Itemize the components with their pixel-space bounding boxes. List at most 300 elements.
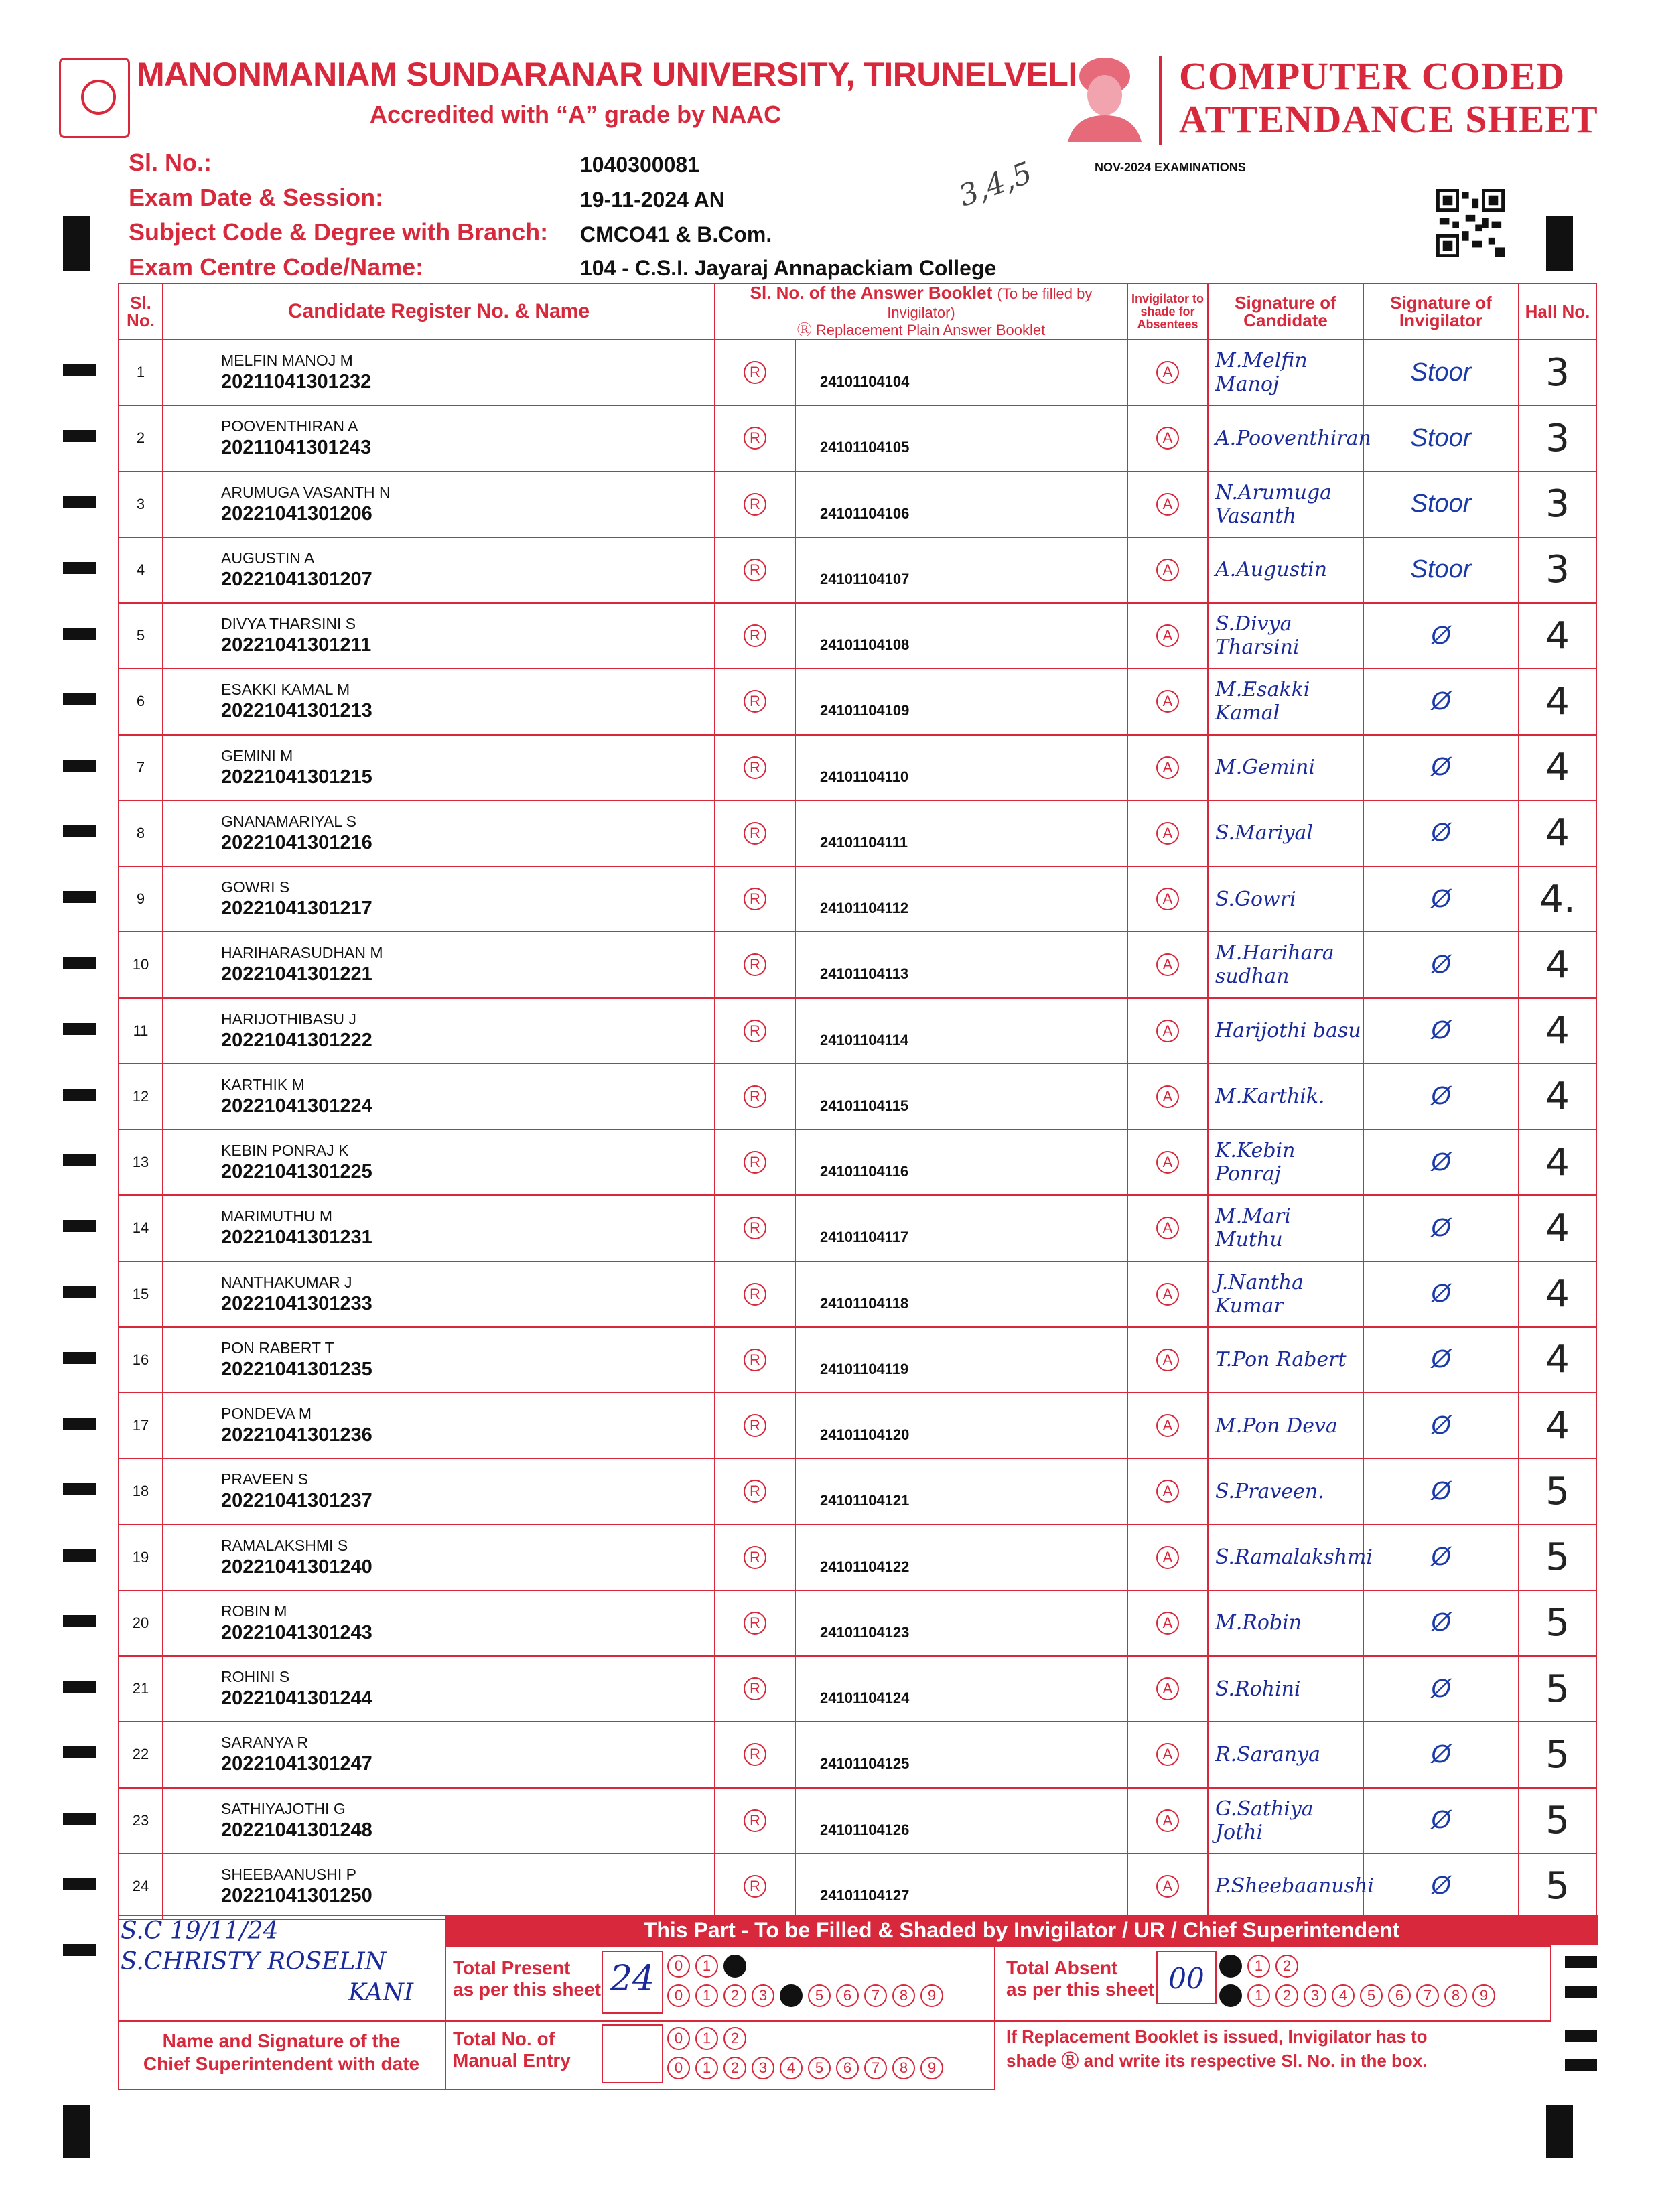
candidate-signature: S.Mariyal xyxy=(1208,801,1363,866)
row-replacement xyxy=(715,1195,795,1261)
booklet-number: 24101104109 xyxy=(795,669,1127,734)
manual-entry-value[interactable] xyxy=(602,2024,663,2083)
candidate-reg-no: 20211041301243 xyxy=(221,437,372,459)
absent-units-digit-2[interactable]: 2 xyxy=(1275,1984,1298,2007)
invigilator-signature: Ø xyxy=(1363,1458,1519,1524)
replacement-note xyxy=(1006,2024,1428,2073)
absent-bubble[interactable]: A xyxy=(1156,1283,1179,1306)
table-row xyxy=(119,932,1596,997)
sl-no-label: Sl. No.: xyxy=(129,149,212,176)
row-sl: 1 xyxy=(119,340,163,405)
present-units-digit-5[interactable]: 5 xyxy=(808,1984,831,2007)
candidate-signature: J.Nantha Kumar xyxy=(1208,1261,1363,1327)
timing-mark xyxy=(63,825,96,837)
candidate-signature: S.Divya Tharsini xyxy=(1208,603,1363,669)
row-sl: 16 xyxy=(119,1327,163,1393)
present-tens-bubbles[interactable] xyxy=(667,1955,746,1978)
absent-bubble[interactable]: A xyxy=(1156,1151,1179,1174)
row-absent xyxy=(1127,1195,1208,1261)
absent-units-digit-7[interactable]: 7 xyxy=(1416,1984,1439,2007)
booklet-number: 24101104121 xyxy=(795,1458,1127,1524)
absent-bubble[interactable]: A xyxy=(1156,1414,1179,1437)
absent-bubble[interactable]: A xyxy=(1156,1875,1179,1898)
manual-label-1: Total No. of xyxy=(453,2028,555,2049)
manual-units-digit-1[interactable]: 1 xyxy=(695,2057,718,2079)
candidate-signature: K.Kebin Ponraj xyxy=(1208,1129,1363,1195)
candidate-name: ESAKKI KAMAL M xyxy=(221,681,350,699)
manual-tens-bubbles[interactable] xyxy=(667,2027,746,2050)
replacement-bubble[interactable]: R xyxy=(744,822,766,845)
hall-number: 5 xyxy=(1519,1590,1596,1656)
manual-tens-digit-0[interactable]: 0 xyxy=(667,2027,690,2050)
total-present-label-1: Total Present xyxy=(453,1957,571,1978)
replacement-bubble[interactable]: R xyxy=(744,1743,766,1766)
candidate-signature: N.Arumuga Vasanth xyxy=(1208,472,1363,537)
note-line1: If Replacement Booklet is issued, Invigilator has to xyxy=(1006,2026,1428,2047)
row-sl: 7 xyxy=(119,735,163,801)
total-absent-label-2: as per this sheet xyxy=(1006,1979,1154,2000)
candidate-name: SATHIYAJOTHI G xyxy=(221,1799,346,1817)
timing-mark xyxy=(63,1878,96,1890)
row-sl: 2 xyxy=(119,405,163,471)
row-sl: 18 xyxy=(119,1458,163,1524)
absent-bubble[interactable]: A xyxy=(1156,888,1179,910)
row-absent xyxy=(1127,405,1208,471)
invigilator-signature: Ø xyxy=(1363,1525,1519,1590)
present-units-digit-1[interactable]: 1 xyxy=(695,1984,718,2007)
candidate-reg-no: 20221041301247 xyxy=(221,1753,372,1775)
replacement-bubble[interactable]: R xyxy=(744,1677,766,1700)
replacement-bubble[interactable]: R xyxy=(744,361,766,384)
exam-date-label: Exam Date & Session: xyxy=(129,184,384,211)
row-candidate xyxy=(163,472,715,537)
absent-units-digit-3[interactable]: 3 xyxy=(1304,1984,1326,2007)
row-absent xyxy=(1127,998,1208,1064)
candidate-reg-no: 20221041301216 xyxy=(221,831,372,853)
timing-mark xyxy=(63,1944,96,1956)
attendance-table xyxy=(118,283,1597,1920)
candidate-reg-no: 20221041301215 xyxy=(221,766,372,788)
centre-value: 104 - C.S.I. Jayaraj Annapackiam College xyxy=(580,256,997,280)
row-candidate xyxy=(163,405,715,471)
present-units-bubbles[interactable] xyxy=(667,1984,943,2007)
absent-units-digit-8[interactable]: 8 xyxy=(1444,1984,1467,2007)
replacement-bubble[interactable]: R xyxy=(744,1217,766,1239)
total-present-label-2: as per this sheet xyxy=(453,1979,601,2000)
replacement-bubble[interactable]: R xyxy=(744,427,766,450)
candidate-name: SARANYA R xyxy=(221,1734,308,1752)
present-units-digit-8[interactable]: 8 xyxy=(892,1984,915,2007)
absent-bubble[interactable]: A xyxy=(1156,1546,1179,1569)
absent-bubble[interactable]: A xyxy=(1156,756,1179,779)
university-logo xyxy=(59,58,130,138)
absent-bubble[interactable]: A xyxy=(1156,361,1179,384)
invigilator-signature: Stoor xyxy=(1363,340,1519,405)
row-replacement xyxy=(715,537,795,603)
table-row xyxy=(119,472,1596,537)
timing-mark xyxy=(63,1549,96,1562)
row-replacement xyxy=(715,1788,795,1854)
present-tens-digit-1[interactable]: 1 xyxy=(695,1955,718,1978)
candidate-name: AUGUSTIN A xyxy=(221,549,315,567)
replacement-bubble[interactable]: R xyxy=(744,888,766,910)
manual-units-digit-4[interactable]: 4 xyxy=(780,2057,803,2079)
timing-mark xyxy=(63,1089,96,1101)
absent-bubble[interactable]: A xyxy=(1156,559,1179,581)
replacement-bubble[interactable]: R xyxy=(744,690,766,713)
absent-bubble[interactable]: A xyxy=(1156,1743,1179,1766)
hall-number: 4 xyxy=(1519,1327,1596,1393)
present-units-digit-2[interactable]: 2 xyxy=(723,1984,746,2007)
col-sl: Sl. No. xyxy=(119,283,163,340)
hall-number: 4. xyxy=(1519,866,1596,932)
present-units-digit-6[interactable]: 6 xyxy=(836,1984,859,2007)
total-absent-value[interactable]: 00 xyxy=(1156,1951,1217,2004)
replacement-bubble[interactable]: R xyxy=(744,1809,766,1832)
candidate-name: NANTHAKUMAR J xyxy=(221,1273,352,1291)
candidate-name: KARTHIK M xyxy=(221,1075,305,1093)
candidate-signature: M.Karthik. xyxy=(1208,1064,1363,1129)
replacement-bubble[interactable]: R xyxy=(744,1875,766,1898)
row-sl: 6 xyxy=(119,669,163,734)
row-absent xyxy=(1127,932,1208,997)
manual-entry-label xyxy=(453,2028,571,2071)
candidate-signature: T.Pon Rabert xyxy=(1208,1327,1363,1393)
booklet-number: 24101104125 xyxy=(795,1722,1127,1787)
row-sl: 5 xyxy=(119,603,163,669)
candidate-name: HARIHARASUDHAN M xyxy=(221,944,383,962)
row-candidate xyxy=(163,932,715,997)
absent-units-digit-5[interactable]: 5 xyxy=(1360,1984,1383,2007)
row-absent xyxy=(1127,340,1208,405)
table-row xyxy=(119,735,1596,801)
booklet-number: 24101104108 xyxy=(795,603,1127,669)
absent-bubble[interactable]: A xyxy=(1156,1480,1179,1503)
absent-bubble[interactable]: A xyxy=(1156,953,1179,976)
row-absent xyxy=(1127,1788,1208,1854)
table-row xyxy=(119,1722,1596,1787)
manual-units-digit-7[interactable]: 7 xyxy=(864,2057,887,2079)
chief-sign-line1: S.C 19/11/24 xyxy=(121,1917,279,1945)
candidate-signature: A.Pooventhiran xyxy=(1208,405,1363,471)
absent-bubble[interactable]: A xyxy=(1156,624,1179,647)
row-candidate xyxy=(163,1064,715,1129)
manual-units-digit-9[interactable]: 9 xyxy=(920,2057,943,2079)
present-tens-digit-2[interactable]: 2 xyxy=(723,1955,746,1978)
manual-units-digit-2[interactable]: 2 xyxy=(723,2057,746,2079)
row-replacement xyxy=(715,1327,795,1393)
total-absent-label xyxy=(1006,1957,1154,2000)
total-absent-label-1: Total Absent xyxy=(1006,1957,1118,1978)
manual-units-digit-0[interactable]: 0 xyxy=(667,2057,690,2079)
hall-number: 4 xyxy=(1519,1064,1596,1129)
replacement-bubble[interactable]: R xyxy=(744,1349,766,1371)
row-candidate xyxy=(163,340,715,405)
row-replacement xyxy=(715,1129,795,1195)
row-replacement xyxy=(715,998,795,1064)
chief-label xyxy=(121,2030,442,2075)
row-replacement xyxy=(715,1525,795,1590)
table-row xyxy=(119,1656,1596,1722)
absent-tens-bubbles[interactable] xyxy=(1219,1955,1298,1978)
hall-number: 5 xyxy=(1519,1722,1596,1787)
absent-units-digit-4[interactable]: 4 xyxy=(1332,1984,1355,2007)
table-row xyxy=(119,537,1596,603)
row-candidate xyxy=(163,1656,715,1722)
table-row xyxy=(119,998,1596,1064)
hall-number: 4 xyxy=(1519,1393,1596,1458)
timing-mark xyxy=(63,1813,96,1825)
row-candidate xyxy=(163,866,715,932)
candidate-reg-no: 20211041301232 xyxy=(221,371,372,393)
total-present-value[interactable]: 24 xyxy=(602,1951,663,2014)
booklet-number: 24101104122 xyxy=(795,1525,1127,1590)
absent-units-digit-6[interactable]: 6 xyxy=(1388,1984,1411,2007)
candidate-name: MARIMUTHU M xyxy=(221,1207,333,1225)
corner-mark-bottom-right xyxy=(1546,2105,1573,2158)
row-absent xyxy=(1127,1129,1208,1195)
present-tens-digit-0[interactable]: 0 xyxy=(667,1955,690,1978)
footer-banner: This Part - To be Filled & Shaded by Invigilator / UR / Chief Superintendent xyxy=(445,1915,1598,1945)
present-units-digit-0[interactable]: 0 xyxy=(667,1984,690,2007)
booklet-number: 24101104119 xyxy=(795,1327,1127,1393)
hall-number: 4 xyxy=(1519,932,1596,997)
timing-mark xyxy=(63,1746,96,1758)
replacement-bubble[interactable]: R xyxy=(744,493,766,516)
row-absent xyxy=(1127,537,1208,603)
absent-bubble[interactable]: A xyxy=(1156,822,1179,845)
invigilator-signature: Stoor xyxy=(1363,537,1519,603)
row-sl: 15 xyxy=(119,1261,163,1327)
candidate-reg-no: 20221041301243 xyxy=(221,1621,372,1643)
timing-mark xyxy=(63,628,96,640)
booklet-number: 24101104127 xyxy=(795,1854,1127,1919)
table-row xyxy=(119,405,1596,471)
row-replacement xyxy=(715,866,795,932)
booklet-number: 24101104113 xyxy=(795,932,1127,997)
row-sl: 3 xyxy=(119,472,163,537)
row-candidate xyxy=(163,1327,715,1393)
replacement-bubble[interactable]: R xyxy=(744,559,766,581)
booklet-number: 24101104105 xyxy=(795,405,1127,471)
table-row xyxy=(119,1195,1596,1261)
row-sl: 24 xyxy=(119,1854,163,1919)
absent-units-bubbles[interactable] xyxy=(1219,1984,1495,2007)
present-units-digit-7[interactable]: 7 xyxy=(864,1984,887,2007)
timing-mark xyxy=(63,496,96,508)
replacement-bubble[interactable]: R xyxy=(744,1283,766,1306)
replacement-bubble[interactable]: R xyxy=(744,1612,766,1635)
candidate-name: PRAVEEN S xyxy=(221,1470,308,1489)
invigilator-signature: Ø xyxy=(1363,932,1519,997)
row-candidate xyxy=(163,998,715,1064)
absent-units-digit-1[interactable]: 1 xyxy=(1247,1984,1270,2007)
candidate-reg-no: 20221041301250 xyxy=(221,1884,372,1907)
timing-mark xyxy=(63,1615,96,1627)
row-replacement xyxy=(715,1393,795,1458)
candidate-reg-no: 20221041301236 xyxy=(221,1424,372,1446)
row-candidate xyxy=(163,1195,715,1261)
candidate-signature: S.Praveen. xyxy=(1208,1458,1363,1524)
candidate-reg-no: 20221041301217 xyxy=(221,898,372,920)
candidate-name: ROHINI S xyxy=(221,1668,290,1686)
candidate-signature: S.Ramalakshmi xyxy=(1208,1525,1363,1590)
row-sl: 17 xyxy=(119,1393,163,1458)
booklet-number: 24101104115 xyxy=(795,1064,1127,1129)
row-candidate xyxy=(163,1722,715,1787)
manual-tens-digit-2[interactable]: 2 xyxy=(723,2027,746,2050)
table-row xyxy=(119,1788,1596,1854)
absent-tens-digit-0[interactable]: 0 xyxy=(1219,1955,1242,1978)
present-units-digit-4[interactable]: 4 xyxy=(780,1984,803,2007)
invigilator-signature: Ø xyxy=(1363,1327,1519,1393)
row-absent xyxy=(1127,603,1208,669)
row-sl: 13 xyxy=(119,1129,163,1195)
invigilator-signature: Ø xyxy=(1363,1590,1519,1656)
absent-bubble[interactable]: A xyxy=(1156,1349,1179,1371)
row-candidate xyxy=(163,1525,715,1590)
row-sl: 14 xyxy=(119,1195,163,1261)
candidate-reg-no: 20221041301222 xyxy=(221,1029,372,1051)
hall-number: 5 xyxy=(1519,1656,1596,1722)
candidate-reg-no: 20221041301235 xyxy=(221,1358,372,1380)
hall-number: 4 xyxy=(1519,801,1596,866)
absent-units-digit-9[interactable]: 9 xyxy=(1472,1984,1495,2007)
manual-tens-digit-1[interactable]: 1 xyxy=(695,2027,718,2050)
candidate-signature: M.Mari Muthu xyxy=(1208,1195,1363,1261)
invigilator-signature: Ø xyxy=(1363,669,1519,734)
candidate-name: SHEEBAANUSHI P xyxy=(221,1865,356,1883)
absent-tens-digit-1[interactable]: 1 xyxy=(1247,1955,1270,1978)
booklet-number: 24101104104 xyxy=(795,340,1127,405)
row-candidate xyxy=(163,1393,715,1458)
table-row xyxy=(119,669,1596,734)
manual-units-digit-6[interactable]: 6 xyxy=(836,2057,859,2079)
absent-bubble[interactable]: A xyxy=(1156,1020,1179,1042)
absent-bubble[interactable]: A xyxy=(1156,1085,1179,1108)
table-row xyxy=(119,866,1596,932)
table-row xyxy=(119,1393,1596,1458)
header-separator xyxy=(1159,56,1162,145)
candidate-signature: M.Harihara sudhan xyxy=(1208,932,1363,997)
timing-mark xyxy=(63,562,96,574)
row-candidate xyxy=(163,801,715,866)
absent-bubble[interactable]: A xyxy=(1156,1677,1179,1700)
candidate-name: ARUMUGA VASANTH N xyxy=(221,483,391,501)
booklet-number: 24101104116 xyxy=(795,1129,1127,1195)
row-candidate xyxy=(163,735,715,801)
absent-tens-digit-2[interactable]: 2 xyxy=(1275,1955,1298,1978)
candidate-signature: R.Saranya xyxy=(1208,1722,1363,1787)
candidate-signature: M.Pon Deva xyxy=(1208,1393,1363,1458)
row-absent xyxy=(1127,866,1208,932)
row-absent xyxy=(1127,801,1208,866)
row-replacement xyxy=(715,340,795,405)
row-replacement xyxy=(715,405,795,471)
row-absent xyxy=(1127,1393,1208,1458)
sheet-title-line1: COMPUTER CODED xyxy=(1179,54,1566,98)
replacement-bubble[interactable]: R xyxy=(744,1546,766,1569)
manual-units-digit-5[interactable]: 5 xyxy=(808,2057,831,2079)
candidate-name: HARIJOTHIBASU J xyxy=(221,1010,356,1028)
absent-units-digit-0[interactable]: 0 xyxy=(1219,1984,1242,2007)
col-absentee: Invigilator to shade for Absentees xyxy=(1127,283,1208,340)
replacement-bubble[interactable]: R xyxy=(744,1020,766,1042)
qr-code xyxy=(1436,189,1505,257)
table-row xyxy=(119,1525,1596,1590)
hall-number: 4 xyxy=(1519,669,1596,734)
candidate-signature: M.Robin xyxy=(1208,1590,1363,1656)
row-sl: 19 xyxy=(119,1525,163,1590)
timing-mark xyxy=(63,1681,96,1693)
candidate-reg-no: 20221041301237 xyxy=(221,1490,372,1512)
absent-bubble[interactable]: A xyxy=(1156,1809,1179,1832)
absent-bubble[interactable]: A xyxy=(1156,493,1179,516)
absent-bubble[interactable]: A xyxy=(1156,1612,1179,1635)
replacement-bubble[interactable]: R xyxy=(744,1085,766,1108)
absent-bubble[interactable]: A xyxy=(1156,1217,1179,1239)
candidate-reg-no: 20221041301211 xyxy=(221,634,372,656)
replacement-bubble[interactable]: R xyxy=(744,756,766,779)
candidate-name: GNANAMARIYAL S xyxy=(221,812,356,830)
hall-number: 5 xyxy=(1519,1788,1596,1854)
manual-units-digit-8[interactable]: 8 xyxy=(892,2057,915,2079)
candidate-reg-no: 20221041301207 xyxy=(221,568,372,590)
row-absent xyxy=(1127,1656,1208,1722)
candidate-name: DIVYA THARSINI S xyxy=(221,615,356,633)
manual-units-digit-3[interactable]: 3 xyxy=(752,2057,774,2079)
present-units-digit-3[interactable]: 3 xyxy=(752,1984,774,2007)
col-booklet-note: (To be filled by Invigilator) xyxy=(887,285,1093,321)
accreditation: Accredited with “A” grade by NAAC xyxy=(370,100,782,128)
invigilator-signature: Ø xyxy=(1363,1129,1519,1195)
invigilator-signature: Ø xyxy=(1363,801,1519,866)
hall-number: 3 xyxy=(1519,340,1596,405)
present-units-digit-9[interactable]: 9 xyxy=(920,1984,943,2007)
row-replacement xyxy=(715,735,795,801)
candidate-reg-no: 20221041301233 xyxy=(221,1292,372,1314)
replacement-bubble[interactable]: R xyxy=(744,1414,766,1437)
row-replacement xyxy=(715,932,795,997)
col-booklet xyxy=(715,283,1127,340)
invigilator-signature: Ø xyxy=(1363,735,1519,801)
row-candidate xyxy=(163,669,715,734)
timing-mark xyxy=(63,957,96,969)
manual-units-bubbles[interactable] xyxy=(667,2057,943,2079)
table-row xyxy=(119,1590,1596,1656)
replacement-bubble[interactable]: R xyxy=(744,953,766,976)
booklet-number: 24101104123 xyxy=(795,1590,1127,1656)
absent-bubble[interactable]: A xyxy=(1156,690,1179,713)
row-absent xyxy=(1127,1261,1208,1327)
founder-portrait xyxy=(1061,54,1148,142)
timing-mark xyxy=(63,364,96,376)
row-absent xyxy=(1127,1458,1208,1524)
candidate-reg-no: 20221041301244 xyxy=(221,1687,372,1710)
booklet-number: 24101104114 xyxy=(795,998,1127,1064)
absent-bubble[interactable]: A xyxy=(1156,427,1179,450)
timing-mark xyxy=(63,693,96,705)
candidate-signature: S.Gowri xyxy=(1208,866,1363,932)
replacement-bubble[interactable]: R xyxy=(744,1480,766,1503)
row-candidate xyxy=(163,1788,715,1854)
replacement-bubble[interactable]: R xyxy=(744,624,766,647)
exam-date-value: 19-11-2024 AN xyxy=(580,188,725,212)
replacement-bubble[interactable]: R xyxy=(744,1151,766,1174)
row-absent xyxy=(1127,669,1208,734)
row-sl: 21 xyxy=(119,1656,163,1722)
timing-mark xyxy=(63,430,96,442)
